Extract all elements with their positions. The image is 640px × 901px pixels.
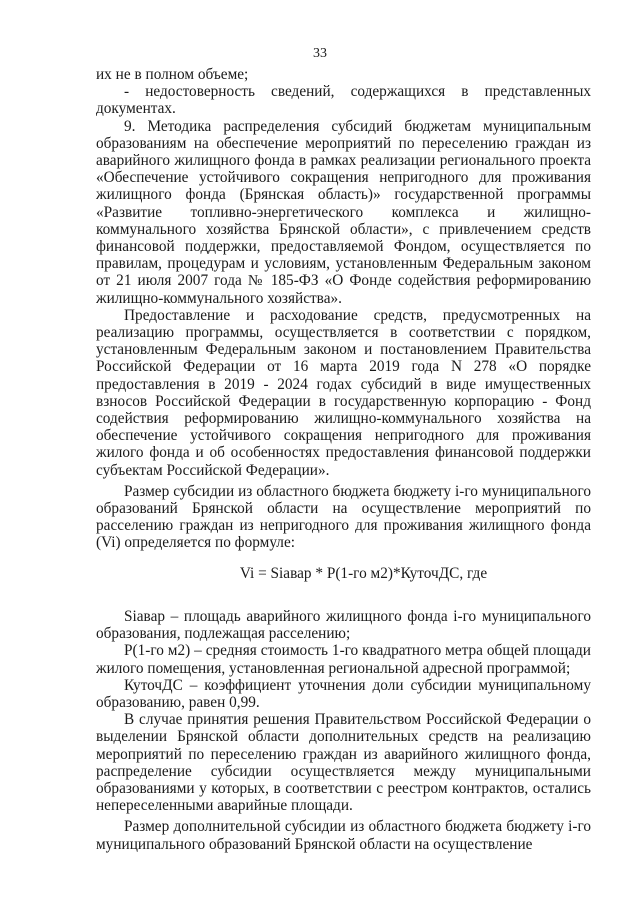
formula-term-area: Siавар – площадь аварийного жилищного фонда i-го муниципального образования, подлежащая расселению;: [96, 607, 591, 643]
formula-term-coefficient: КуточДС – коэффициент уточнения доли субсидии муниципальному образованию, равен 0,99.: [96, 676, 591, 711]
paragraph-section-9: 9. Методика распределения субсидий бюджетам муниципальным образованиям на обеспечение мероприятий по переселению граждан из аварийного жилищного фонда в рамках реализации регионального проекта «Обеспечение устойчивого сокращения непригодного для проживания жилищного фонда (Брянская область)» государственной программы «Развитие топливно-энергетического комплекса и жилищно-коммунального хозяйства Брянской области», с привлечением средств финансовой поддержки, предоставляемой Фондом, осуществляется по правилам, процедурам и условиям, установленным Федеральным законом от 21 июля 2007 года № 185-ФЗ «О Фонде содействия реформированию жилищно-коммунального хозяйства».: [96, 117, 591, 307]
subsidy-formula: Vi = Siавар * Р(1-го м2)*КуточДС, где: [239, 564, 488, 582]
paragraph-additional-subsidy: Размер дополнительной субсидии из областного бюджета бюджету i-го муниципального образований Брянской области на осуществление: [96, 818, 591, 853]
page-number: 33: [313, 46, 327, 61]
formula-term-price: Р(1-го м2) – средняя стоимость 1-го квадратного метра общей площади жилого помещения, установленная региональной адресной программой;: [96, 642, 591, 677]
document-body: [96, 66, 591, 853]
paragraph-funding-procedure: Предоставление и расходование средств, предусмотренных на реализацию программы, осуществляется в соответствии с порядком, установленным Федеральным законом и постановлением Правительства Российской Федерации от 16 марта 2019 года N 278 «О порядке предоставления в 2019 - 2024 годах субсидий в виде имущественных взносов Российской Федерации в государственную корпорацию - Фонд содействия реформированию жилищно-коммунального хозяйства на обеспечение устойчивого сокращения непригодного для проживания жилого фонда и об особенностях предоставления финансовой поддержки субъектам Российской Федерации».: [96, 306, 591, 479]
paragraph-continuation: их не в полном объеме;: [96, 66, 249, 83]
paragraph-list-item: - недостоверность сведений, содержащихся в представленных документах.: [96, 83, 591, 118]
paragraph-additional-funds: В случае принятия решения Правительством Российской Федерации о выделении Брянской области дополнительных средств на реализацию мероприятий по переселению граждан из аварийного жилищного фонда, распределение субсидии осуществляется между муниципальными образованиями у которых, в соответствии с реестром контрактов, остались непереселенными аварийные площади.: [96, 711, 591, 815]
paragraph-subsidy-size: Размер субсидии из областного бюджета бюджету i-го муниципального образований Брянской области на осуществление мероприятий по расселению граждан из непригодного для проживания жилищного фонда (Vi) определяется по формуле:: [96, 482, 591, 552]
